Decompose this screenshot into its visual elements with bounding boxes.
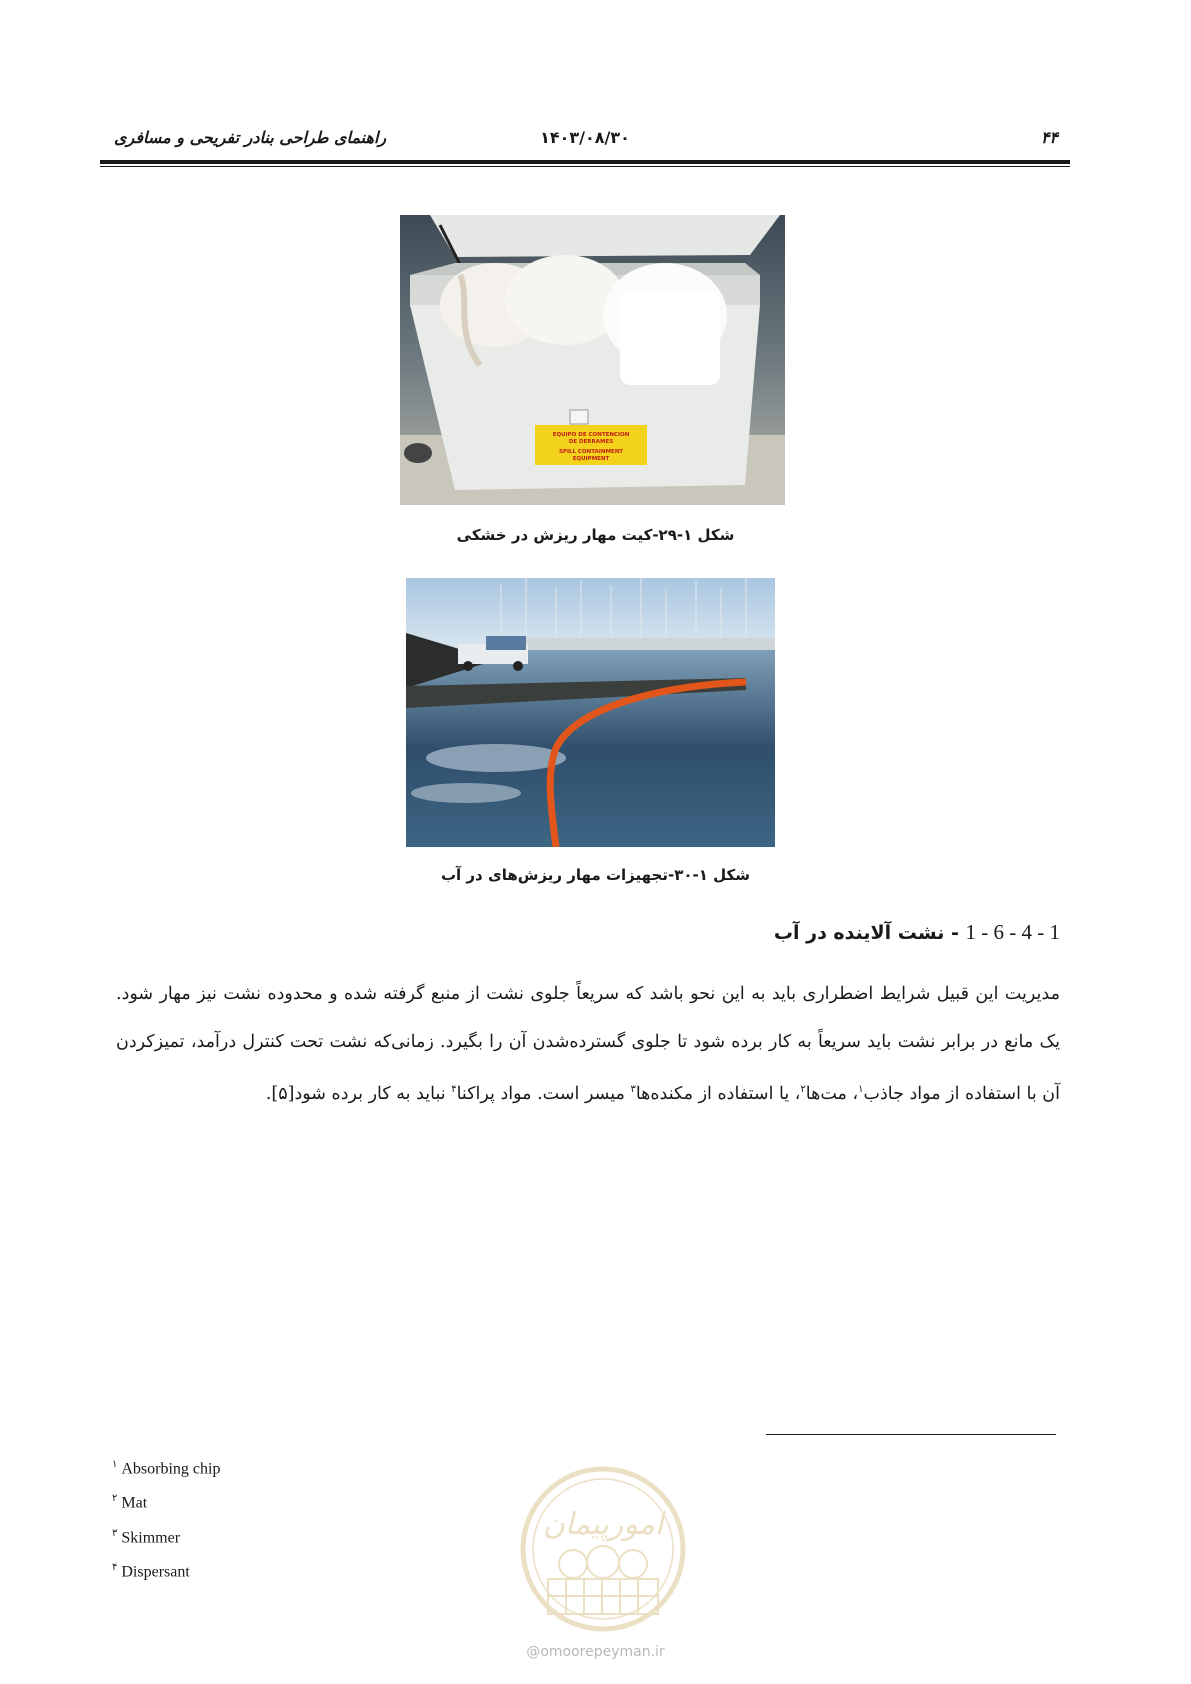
- page-number: ۴۴: [1040, 128, 1058, 147]
- footnote-item: $^۲$ Mat: [112, 1493, 148, 1512]
- footnotes-list: [112, 1450, 220, 1587]
- water-boom-illustration: [406, 578, 775, 847]
- section-separator: -: [944, 922, 959, 944]
- section-title: نشت آلاینده در آب: [773, 922, 945, 944]
- footnote-separator: [766, 1434, 1056, 1435]
- figure-1-caption: شکل ۱-۲۹-کیت مهار ریزش در خشکی: [456, 526, 735, 544]
- figure-water-boom-photo: [406, 578, 775, 847]
- footnote-ref-2[interactable]: ۲: [800, 1084, 806, 1095]
- body-paragraph: [116, 970, 1060, 1118]
- figure-2-caption: شکل ۱-۳۰-تجهیزات مهار ریزش‌های در آب: [440, 866, 750, 884]
- kit-label-line-1: EQUIPO DE CONTENCION: [552, 432, 630, 438]
- footnote-item: $^۱$ Absorbing chip: [112, 1459, 221, 1478]
- footnote-ref-3[interactable]: ۳: [630, 1084, 636, 1095]
- gear-seal-icon: [518, 1464, 688, 1634]
- kit-label-line-2: DE DERRAMES: [568, 439, 614, 445]
- section-number: 1 - 6 - 4 - 1: [965, 920, 1060, 944]
- header-rule-thick: [100, 160, 1070, 164]
- section-heading: [774, 920, 1060, 945]
- footnote-ref-4[interactable]: ۴: [451, 1084, 457, 1095]
- footnote-item: $^۴$ Dispersant: [112, 1561, 190, 1581]
- watermark-logo-text: امورپیمان: [542, 1507, 664, 1542]
- footnote-item: $^۳$ Skimmer: [112, 1527, 181, 1546]
- header-rule-thin: [100, 166, 1070, 167]
- paragraph-line-3: کنترل درآمد، تمیزکردن آن با استفاده از مواد جاذب$^۱$، مت‌ها$^۲$، یا استفاده از مکنده‌ها$^۳$ میسر است. مواد پراکنا$^۴$ نباید به: [116, 1032, 1060, 1104]
- paragraph-line-1: مدیریت این قبیل شرایط اضطراری باید به این نحو باشد که سریعاً جلوی نشت از منبع گرفته شده و محدوده نشت: [223, 984, 1060, 1004]
- header-date: ۱۴۰۳/۰۸/۳۰: [540, 128, 630, 147]
- paragraph-line-2: نیز مهار شود. یک مانع در برابر نشت باید سریعاً به کار برده شود تا جلوی گسترده‌شدن آن را بگیرد. زمانی‌که نشت تحت: [116, 984, 1060, 1052]
- footnote-ref-1[interactable]: ۱: [858, 1084, 864, 1095]
- paragraph-line-4: کار برده شود[۵].: [265, 1083, 391, 1104]
- kit-label-line-3: SPILL CONTAINMENT: [558, 449, 624, 455]
- spill-kit-illustration: [400, 215, 785, 505]
- kit-label-line-4: EQUIPMENT: [572, 456, 610, 462]
- watermark-logo: [518, 1464, 688, 1638]
- header-title: راهنمای طراحی بنادر تفریحی و مسافری: [114, 128, 387, 147]
- running-header: [100, 126, 1070, 148]
- watermark-url: @omoorepeyman.ir: [526, 1644, 665, 1660]
- figure-spill-kit-photo: [400, 215, 785, 505]
